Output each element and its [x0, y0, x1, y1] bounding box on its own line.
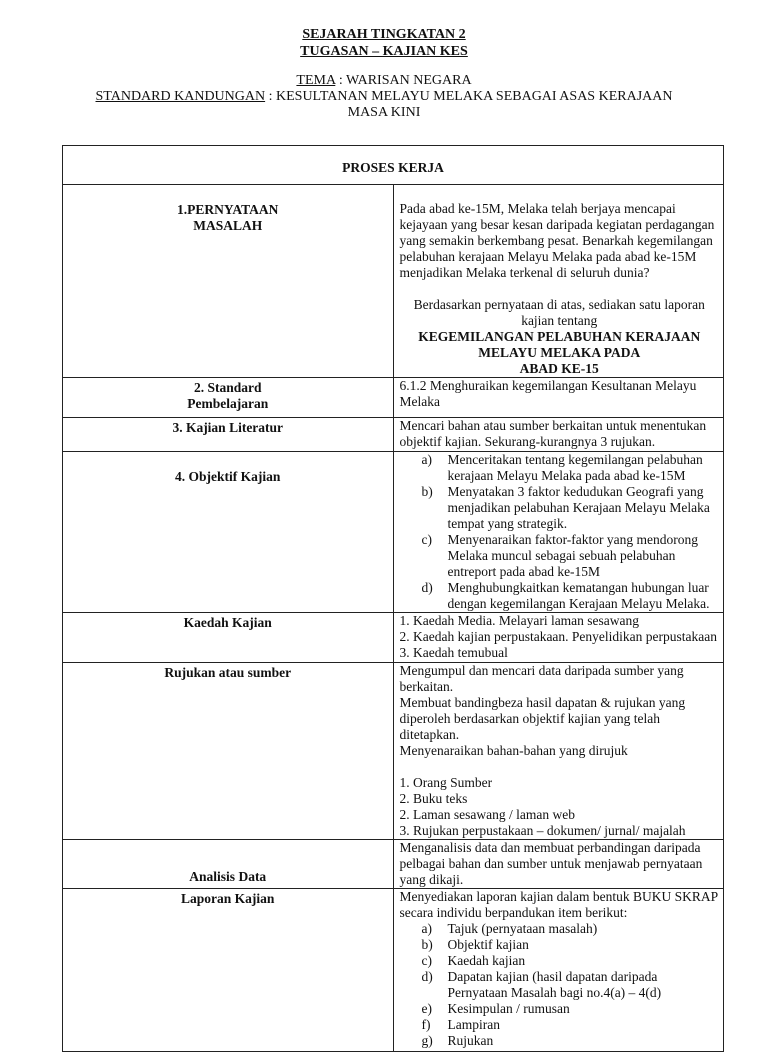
list-item-text: Menceritakan tentang kegemilangan pelabuhan kerajaan Melayu Melaka pada abad ke-15M — [447, 452, 703, 483]
row-analisis-data — [63, 840, 724, 889]
row-objektif-kajian — [63, 452, 724, 613]
row-kajian-literatur — [63, 418, 724, 452]
report-topic-line-1: KEGEMILANGAN PELABUHAN KERAJAAN MELAYU MELAKA PADA — [418, 329, 701, 360]
list-item — [421, 969, 720, 1001]
laporan-intro: Menyediakan laporan kajian dalam bentuk BUKU SKRAP secara individu berpandukan item berikut: — [399, 889, 718, 920]
list-item-text: Dapatan kajian (hasil dapatan daripada Pernyataan Masalah bagi no.4(a) – 4(d) — [447, 969, 662, 1000]
list-item-text: Rujukan — [447, 1033, 494, 1048]
list-item-text: Kaedah kajian — [447, 953, 526, 968]
list-item — [421, 484, 720, 532]
list-item — [421, 532, 720, 580]
table-title-row — [63, 146, 724, 185]
tema-label: TEMA — [296, 73, 336, 88]
content-kajian-literatur: Mencari bahan atau sumber berkaitan untuk menentukan objektif kajian. Sekurang-kurangnya 3 rujukan. — [393, 418, 724, 452]
list-item-text: Menyenaraikan faktor-faktor yang mendorong Melaka muncul sebagai sebuah pelabuhan entreport pada abad ke-15M — [447, 532, 699, 579]
content-objektif-kajian — [393, 452, 724, 613]
kaedah-line: 1. Kaedah Media. Melayari laman sesawang — [399, 613, 640, 628]
list-item-text: Kesimpulan / rumusan — [447, 1001, 570, 1016]
row-standard-pembelajaran — [63, 378, 724, 418]
rujukan-list-item: 3. Rujukan perpustakaan – dokumen/ jurnal/ majalah — [399, 823, 686, 838]
problem-paragraph: Pada abad ke-15M, Melaka telah berjaya mencapai kejayaan yang besar kesan daripada kegiatan perdagangan yang semakin berkembang pesat. Benarkah kegemilangan pelabuhan kerajaan Melayu Melaka pada abad ke-15M menjadikan Melaka terkenal di seluruh dunia? — [399, 201, 715, 280]
content-standard-pembelajaran: 6.1.2 Menghuraikan kegemilangan Kesultanan Melayu Melaka — [393, 378, 724, 418]
content-pernyataan-masalah — [393, 185, 724, 378]
list-marker: d) — [421, 580, 433, 595]
list-item-text: Objektif kajian — [447, 937, 529, 952]
label-laporan-kajian: Laporan Kajian — [63, 889, 394, 1052]
content-kaedah-kajian — [393, 613, 724, 663]
tema-value: : WARISAN NEGARA — [335, 73, 472, 88]
table-title: PROSES KERJA — [63, 146, 724, 185]
proses-kerja-table — [62, 145, 724, 1052]
rujukan-line: Membuat bandingbeza hasil dapatan & rujukan yang diperoleh berdasarkan objektif kajian yang telah ditetapkan. — [399, 695, 686, 742]
kaedah-line: 2. Kaedah kajian perpustakaan. Penyelidikan perpustakaan — [399, 629, 718, 644]
row-laporan-kajian — [63, 889, 724, 1052]
report-topic-line-2: ABAD KE-15 — [519, 361, 599, 376]
standard-kandungan-line — [0, 89, 768, 105]
content-analisis-data: Menganalisis data dan membuat perbandingan daripada pelbagai bahan dan sumber untuk menjawab pernyataan yang dikaji. — [393, 840, 724, 889]
rujukan-list-item: 2. Laman sesawang / laman web — [399, 807, 575, 822]
list-item — [421, 580, 720, 612]
content-rujukan-sumber — [393, 663, 724, 840]
rujukan-line: Mengumpul dan mencari data daripada sumber yang berkaitan. — [399, 663, 684, 694]
tema-line — [0, 73, 768, 89]
list-item — [421, 452, 720, 484]
subject-title: SEJARAH TINGKATAN 2 — [302, 27, 466, 42]
rujukan-list-item: 2. Buku teks — [399, 791, 468, 806]
standard-kandungan-line-2: MASA KINI — [347, 105, 421, 120]
list-marker: e) — [421, 1001, 432, 1016]
kaedah-line: 3. Kaedah temubual — [399, 645, 508, 660]
list-marker: f) — [421, 1017, 431, 1032]
instruction-line: Berdasarkan pernyataan di atas, sediakan satu laporan kajian tentang — [413, 297, 705, 328]
list-item — [421, 1001, 720, 1017]
list-item — [421, 1033, 720, 1049]
list-item-text: Tajuk (pernyataan masalah) — [447, 921, 598, 936]
laporan-items-list — [400, 921, 720, 1049]
list-item — [421, 953, 720, 969]
label-line: 2. Standard — [193, 380, 262, 395]
list-marker: b) — [421, 937, 433, 952]
document-header — [0, 26, 768, 121]
list-marker: b) — [421, 484, 433, 499]
list-item-text: Menyatakan 3 faktor kedudukan Geografi yang menjadikan pelabuhan Kerajaan Melayu Melaka tempat yang strategik. — [447, 484, 710, 531]
list-marker: g) — [421, 1033, 433, 1048]
list-item — [421, 1017, 720, 1033]
row-pernyataan-masalah — [63, 185, 724, 378]
list-item-text: Lampiran — [447, 1017, 500, 1032]
label-kaedah-kajian: Kaedah Kajian — [63, 613, 394, 663]
standard-kandungan-label: STANDARD KANDUNGAN — [95, 89, 266, 104]
list-marker: a) — [421, 921, 432, 936]
label-line: MASALAH — [193, 218, 263, 233]
list-marker: c) — [421, 953, 432, 968]
standard-kandungan-value: : KESULTANAN MELAYU MELAKA SEBAGAI ASAS KERAJAAN — [265, 89, 673, 104]
label-rujukan-sumber: Rujukan atau sumber — [63, 663, 394, 840]
label-line: Pembelajaran — [187, 396, 269, 411]
list-item — [421, 937, 720, 953]
assignment-title: TUGASAN – KAJIAN KES — [300, 44, 468, 59]
label-pernyataan-masalah — [63, 185, 394, 378]
objektif-list — [400, 452, 720, 612]
label-standard-pembelajaran — [63, 378, 394, 418]
list-marker: c) — [421, 532, 432, 547]
rujukan-line: Menyenaraikan bahan-bahan yang dirujuk — [399, 743, 628, 758]
label-line: 1.PERNYATAAN — [177, 202, 279, 217]
label-kajian-literatur: 3. Kajian Literatur — [63, 418, 394, 452]
list-item-text: Menghubungkaitkan kematangan hubungan luar dengan kegemilangan Kerajaan Melayu Melaka. — [447, 580, 710, 611]
label-analisis-data: Analisis Data — [63, 840, 394, 889]
list-marker: a) — [421, 452, 432, 467]
row-rujukan-sumber — [63, 663, 724, 840]
list-marker: d) — [421, 969, 433, 984]
content-laporan-kajian — [393, 889, 724, 1052]
rujukan-list-item: 1. Orang Sumber — [399, 775, 493, 790]
row-kaedah-kajian — [63, 613, 724, 663]
list-item — [421, 921, 720, 937]
label-objektif-kajian: 4. Objektif Kajian — [63, 452, 394, 613]
